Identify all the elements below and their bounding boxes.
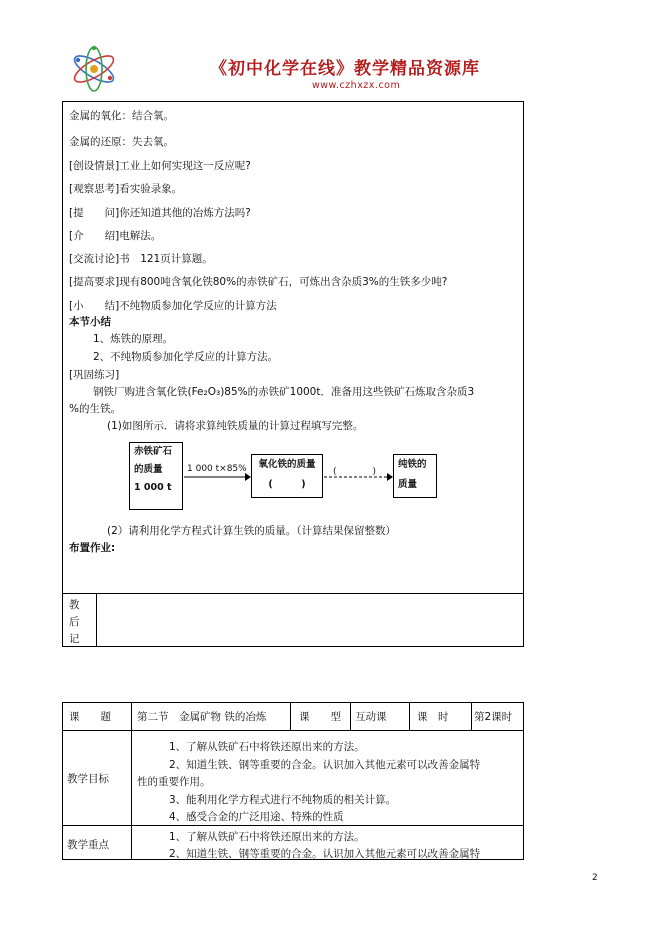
goal-item: 2、知道生铁、钢等重要的合金。认识加入其他元素可以改善金属特 [169, 759, 481, 771]
ore-mass-label: 赤铁矿石 [134, 446, 173, 457]
topic-label: 课 题 [69, 711, 111, 723]
summary-item: 1、炼铁的原理。 [93, 333, 174, 345]
header-banner [60, 40, 528, 98]
type-label: 课 型 [299, 711, 341, 723]
practice-text: %的生铁。 [69, 403, 121, 415]
ore-mass-label: 的质量 [134, 464, 163, 475]
reflection-label: 记 [69, 633, 80, 645]
focus-item: 1、了解从铁矿石中将铁还原出来的方法。 [169, 831, 365, 843]
arrow-right-icon [183, 472, 251, 482]
ore-mass-box [129, 442, 183, 510]
arrow-right-icon [323, 472, 393, 482]
ore-mass-value: 1 000 t [134, 482, 172, 493]
type-value: 互动课 [355, 711, 387, 723]
homework-heading: 布置作业: [69, 542, 116, 554]
focus-label: 教学重点 [67, 839, 109, 851]
hours-value: 第2课时 [474, 711, 513, 723]
goal-item: 性的重要作用。 [137, 776, 211, 788]
content-line: [小 结]不纯物质参加化学反应的计算方法 [69, 300, 277, 312]
practice-text: 钢铁厂购进含氧化铁(Fe₂O₃)85%的赤铁矿1000t．准备用这些铁矿石炼取含杂质3 [93, 386, 475, 398]
summary-heading: 本节小结 [69, 316, 111, 328]
banner-title: 《初中化学在线》教学精品资源库 [210, 59, 480, 79]
pure-iron-mass-box [393, 454, 437, 498]
pure-iron-mass-label: 质量 [398, 479, 418, 490]
reflection-row [62, 593, 524, 647]
content-line: [创设情景]工业上如何实现这一反应呢? [69, 160, 251, 172]
content-line: [提高要求]现有800吨含氧化铁80%的赤铁矿石，可炼出含杂质3%的生铁多少吨? [69, 276, 448, 288]
reflection-label: 后 [69, 616, 80, 628]
iron-oxide-mass-blank: ( ) [268, 479, 306, 490]
goal-item: 3、能利用化学方程式进行不纯物质的相关计算。 [169, 794, 397, 806]
summary-item: 2、不纯物质参加化学反应的计算方法。 [93, 351, 279, 363]
iron-oxide-mass-box [251, 454, 323, 498]
topic-value: 第二节 金属矿物 铁的冶炼 [137, 711, 267, 723]
hours-label: 课 时 [417, 711, 449, 723]
page-number: 2 [592, 873, 598, 883]
reflection-label: 教 [69, 599, 80, 611]
arrow-1-label: 1 000 t×85% [187, 464, 247, 474]
content-line: [介 绍]电解法。 [69, 230, 162, 242]
goal-item: 1、了解从铁矿石中将铁还原出来的方法。 [169, 741, 365, 753]
practice-heading: [巩固练习] [69, 369, 120, 381]
reflection-label-cell [63, 594, 97, 646]
content-line: 金属的氧化：结合氧。 [69, 110, 174, 122]
focus-item: 2、知道生铁、钢等重要的合金。认识加入其他元素可以改善金属特 [169, 848, 481, 860]
content-line: [交流讨论]书 121页计算题。 [69, 253, 213, 265]
content-line: [观察思考]看实验录象。 [69, 183, 183, 195]
goal-item: 4、感受合金的广泛用途、特殊的性质 [169, 811, 344, 823]
lesson-content-frame [62, 101, 524, 594]
goals-label: 教学目标 [67, 773, 109, 785]
iron-oxide-mass-label: 氧化铁的质量 [258, 459, 316, 470]
question-2: (2）请利用化学方程式计算生铁的质量。（计算结果保留整数） [107, 525, 397, 537]
arrow-2-label: ( ) [333, 467, 377, 477]
molecule-logo-icon [66, 44, 122, 94]
lesson-info-table [62, 702, 524, 860]
question-1: (1)如图所示．请将求算纯铁质量的计算过程填写完整。 [107, 420, 364, 432]
content-line: [提 问]你还知道其他的冶炼方法吗? [69, 207, 251, 219]
content-line: 金属的还原：失去氧。 [69, 136, 174, 148]
pure-iron-mass-label: 纯铁的 [398, 459, 427, 470]
banner-url: www.czhxzx.com [312, 80, 401, 91]
